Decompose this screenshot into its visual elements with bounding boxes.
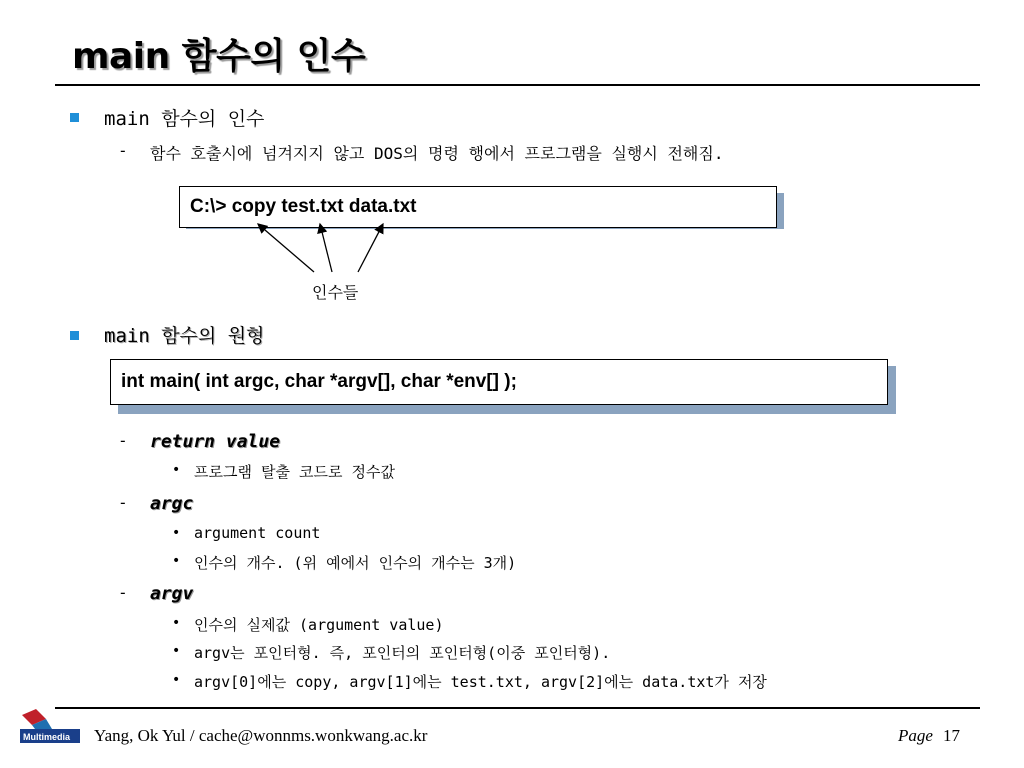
footer-page-label: Page xyxy=(898,726,933,745)
argc-desc-1: argument count xyxy=(194,524,321,542)
term-argv: argv xyxy=(150,583,194,604)
bullet-dot-icon: • xyxy=(172,553,181,569)
bullet-dot-icon: • xyxy=(172,462,181,478)
argv-desc-3: argv[0]에는 copy, argv[1]에는 test.txt, argv[2]에는 data.txt가 저장 xyxy=(194,673,767,691)
dash-marker: - xyxy=(118,583,128,602)
argc-desc-2: 인수의 개수. (위 예에서 인수의 개수는 3개) xyxy=(194,554,517,572)
command-line-box: C:\> copy test.txt data.txt xyxy=(179,186,777,228)
slide-title: main 함수의 인수 xyxy=(72,36,366,77)
footer-author: Yang, Ok Yul / cache@wonnms.wonkwang.ac.kr xyxy=(94,726,428,745)
term-argc: argc xyxy=(150,493,194,514)
argv-desc-2: argv는 포인터형. 즉, 포인터의 포인터형(이중 포인터형). xyxy=(194,644,611,662)
bullet-dot-icon: • xyxy=(172,615,181,631)
dash-marker: - xyxy=(118,141,128,160)
bullet-dot-icon: • xyxy=(172,643,181,659)
bullet-square-icon xyxy=(70,331,79,340)
bullet-dot-icon: • xyxy=(172,525,181,541)
section-description: 함수 호출시에 넘겨지지 않고 DOS의 명령 행에서 프로그램을 실행시 전해짐. xyxy=(150,144,724,163)
argv-desc-1: 인수의 실제값 (argument value) xyxy=(194,616,444,634)
return-value-desc: 프로그램 탈출 코드로 정수값 xyxy=(194,463,395,481)
arguments-label: 인수들 xyxy=(312,283,359,302)
multimedia-logo xyxy=(18,709,82,747)
section-heading-prototype: main 함수의 원형 xyxy=(104,325,265,347)
footer-divider xyxy=(55,707,980,709)
prototype-box: int main( int argc, char *argv[], char *env[] ); xyxy=(110,359,888,405)
footer-page-number: 17 xyxy=(943,726,960,745)
term-return-value: return value xyxy=(150,431,281,452)
dash-marker: - xyxy=(118,493,128,512)
section-heading-arguments: main 함수의 인수 xyxy=(104,108,265,130)
bullet-dot-icon: • xyxy=(172,672,181,688)
dash-marker: - xyxy=(118,431,128,450)
arrow-to-test xyxy=(320,224,332,272)
arrow-to-data xyxy=(358,224,383,272)
arrow-to-copy xyxy=(258,224,314,272)
svg-text:Multimedia: Multimedia xyxy=(23,732,71,742)
